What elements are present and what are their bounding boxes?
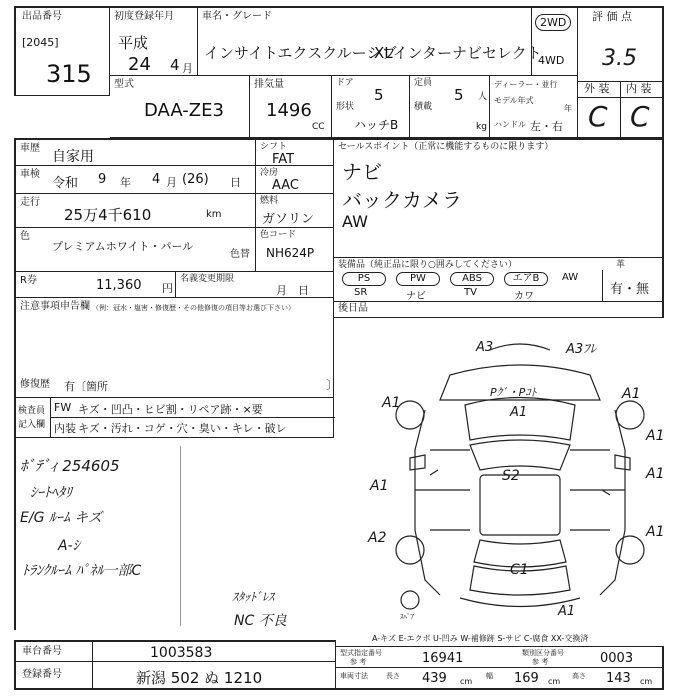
wheel-rl bbox=[396, 536, 424, 564]
after-fit-box bbox=[334, 302, 664, 318]
inspector-hline bbox=[50, 417, 335, 418]
equip-tv: TV bbox=[464, 287, 477, 298]
inspector-label: 検査員記入欄 bbox=[18, 406, 46, 430]
ac-label: 冷房 bbox=[260, 168, 279, 178]
chassis-label: 車台番号 bbox=[22, 646, 62, 657]
sales-point-3: AW bbox=[342, 212, 368, 231]
insp-day-unit: 日 bbox=[230, 176, 241, 189]
leather-value: 有・無 bbox=[610, 282, 650, 297]
doors-value: 5 bbox=[374, 86, 384, 104]
mirror-right bbox=[615, 455, 630, 470]
insp-year-unit: 年 bbox=[120, 176, 131, 189]
insp-year: 9 bbox=[98, 172, 107, 187]
drive-2wd: 2WD bbox=[535, 14, 571, 31]
fuel-box bbox=[256, 194, 334, 228]
tick-right bbox=[602, 490, 610, 495]
hw-line-6: ｽﾀｯﾄﾞﾚｽ bbox=[232, 590, 275, 604]
notes-label: 注意事項申告欄 bbox=[20, 301, 90, 312]
color-value: プレミアムホワイト・パール bbox=[52, 240, 194, 253]
mark-bumper-a1: A1 bbox=[510, 405, 528, 420]
ac-box bbox=[256, 166, 334, 194]
length-value: 439 bbox=[422, 671, 447, 686]
spare-label: ｽﾍﾟｱ bbox=[400, 613, 414, 621]
score-value: 3.5 bbox=[602, 46, 637, 71]
shift-value: FAT bbox=[272, 152, 295, 167]
grade-hline bbox=[578, 97, 662, 98]
first-reg-label: 初度登録年月 bbox=[114, 11, 174, 22]
score-label: 評 価 点 bbox=[592, 10, 632, 23]
sales-point-1: ナビ bbox=[342, 160, 382, 184]
lot-number: 315 bbox=[46, 60, 92, 88]
grade-divider bbox=[620, 82, 621, 137]
chassis-divider bbox=[92, 642, 93, 662]
drive-4wd: 4WD bbox=[538, 54, 565, 67]
ref2-label: 参 考 bbox=[532, 658, 549, 666]
ref1-label: 参 考 bbox=[350, 658, 367, 666]
inspector-box bbox=[14, 398, 334, 438]
hw-line-2: ｼｰﾄﾍﾀﾘ bbox=[30, 485, 72, 501]
history-value: 自家用 bbox=[52, 149, 94, 165]
name-change-label: 名義変更期限 bbox=[180, 274, 235, 284]
color-row bbox=[14, 228, 256, 272]
model-value: DAA-ZE3 bbox=[144, 100, 224, 121]
length-label: 長さ bbox=[386, 672, 400, 680]
name-grade-label: 車名・グレード bbox=[202, 11, 272, 22]
shift-box bbox=[256, 138, 334, 166]
mark-fl-a1: A1 bbox=[382, 395, 401, 411]
model-box bbox=[110, 76, 250, 138]
hw-line-4: A-ｼ bbox=[58, 538, 80, 554]
displacement-box bbox=[250, 76, 332, 138]
dealer-box bbox=[490, 76, 578, 138]
reg-number-row bbox=[14, 662, 336, 690]
color-code-label: 色コード bbox=[260, 230, 297, 240]
car-diagram bbox=[370, 330, 670, 630]
grade-box bbox=[578, 82, 664, 138]
equip-divider bbox=[602, 270, 603, 301]
lot-number-box bbox=[14, 6, 110, 96]
equip-pw: PW bbox=[396, 272, 440, 286]
mark-r2-a1: A1 bbox=[646, 466, 665, 482]
inspection-label: 車検 bbox=[20, 169, 40, 180]
handle-label: ハンドル bbox=[494, 120, 526, 129]
color-change-label: 色替 bbox=[230, 249, 250, 260]
seats-label: 定員 bbox=[414, 78, 433, 88]
height-unit: cm bbox=[640, 677, 653, 686]
reg-divider bbox=[92, 662, 93, 688]
width-label: 幅 bbox=[486, 672, 493, 680]
fuel-label: 燃料 bbox=[260, 196, 279, 206]
recycle-row bbox=[14, 272, 176, 298]
width-unit: cm bbox=[548, 677, 561, 686]
reg-month: 4 bbox=[170, 56, 180, 74]
class-label: 類別区分番号 bbox=[522, 649, 564, 657]
history-label: 車歴 bbox=[20, 143, 40, 154]
dealer-label: ディーラー・並行 bbox=[494, 80, 558, 89]
notes-vline bbox=[180, 446, 181, 626]
int-label: 内 装 bbox=[626, 82, 652, 95]
seats-value: 5 bbox=[454, 86, 464, 104]
recycle-label: R券 bbox=[20, 275, 37, 286]
sales-point-2: バックカメラ bbox=[342, 188, 462, 212]
height-label: 高さ bbox=[572, 672, 586, 680]
color-code-box bbox=[256, 228, 334, 272]
handle-value: 左・右 bbox=[530, 120, 563, 133]
equip-aw: AW bbox=[562, 272, 579, 283]
reg-month-unit: 月 bbox=[182, 62, 193, 75]
wheel-fr bbox=[616, 401, 644, 429]
reg-year: 24 bbox=[128, 54, 151, 75]
equip-navi: ナビ bbox=[406, 291, 426, 302]
repair-label: 修復歴 bbox=[20, 379, 50, 390]
ext-label: 外 装 bbox=[584, 82, 610, 95]
class-value: 0003 bbox=[600, 651, 634, 666]
ext-grade: C bbox=[588, 100, 608, 133]
int-grade: C bbox=[630, 100, 650, 133]
equipment-box bbox=[334, 258, 664, 302]
windshield bbox=[470, 440, 570, 470]
model-label: 型式 bbox=[114, 79, 134, 90]
lot-label: 出品番号 bbox=[22, 11, 62, 22]
left-side bbox=[415, 410, 440, 595]
first-registration-box bbox=[110, 6, 198, 76]
load-unit: kg bbox=[476, 122, 487, 132]
chassis-number: 1003583 bbox=[150, 645, 213, 661]
wheel-rr bbox=[616, 536, 644, 564]
disp-label: 排気量 bbox=[254, 79, 284, 90]
fw-label: FW bbox=[54, 401, 72, 414]
int-label-inspect: 内装 bbox=[54, 422, 76, 435]
insp-era: 令和 bbox=[52, 176, 79, 191]
mirror-left bbox=[410, 455, 425, 470]
repair-bracket: 〕 bbox=[326, 378, 339, 392]
spare-wheel bbox=[401, 591, 419, 609]
right-side bbox=[600, 410, 625, 595]
mark-roof-s2: S2 bbox=[502, 468, 520, 484]
shape-value: ハッチB bbox=[354, 118, 399, 132]
type-cert-value: 16941 bbox=[422, 651, 464, 666]
notes-sub: （例：冠水・塩害・修復歴・その他修復の項目等お選び下さい） bbox=[92, 304, 295, 312]
notes-box bbox=[14, 298, 339, 398]
car-grade: XLインターナビセレクト bbox=[374, 44, 542, 62]
insp-day: (26) bbox=[182, 172, 209, 187]
leather-label: 革 bbox=[616, 260, 626, 270]
history-row bbox=[14, 138, 256, 166]
ac-value: AAC bbox=[272, 178, 299, 193]
equipment-label: 装備品（純正品に限り○囲みしてください） bbox=[338, 260, 517, 270]
int-items: キズ・汚れ・コゲ・穴・臭い・キレ・破レ bbox=[78, 422, 287, 435]
mark-bumper-note: Pｸﾞ・Pｺﾄ bbox=[490, 386, 537, 399]
seats-box bbox=[410, 76, 490, 138]
width-value: 169 bbox=[514, 671, 539, 686]
reg-era: 平成 bbox=[118, 34, 149, 52]
fuel-value: ガソリン bbox=[262, 212, 315, 227]
equip-ps: PS bbox=[342, 272, 386, 286]
after-fit-label: 後日品 bbox=[338, 303, 368, 314]
damage-legend: A-キズ E-エクボ U-凹み W-補修跡 S-サビ C-腐食 XX-交換済 bbox=[372, 634, 589, 643]
inspection-row bbox=[14, 166, 256, 194]
seats-unit: 人 bbox=[478, 92, 488, 102]
mark-trunk-c1: C1 bbox=[510, 562, 529, 578]
reg-number: 新潟 502 ぬ 1210 bbox=[136, 669, 263, 687]
type-cert-label: 型式指定番号 bbox=[340, 649, 382, 657]
model-year-label: モデル年式 bbox=[494, 96, 534, 105]
mileage-unit: km bbox=[206, 209, 222, 220]
tick-left bbox=[430, 470, 438, 475]
mark-a3-front: A3 bbox=[476, 340, 494, 355]
mileage-value: 25万4千610 bbox=[64, 206, 152, 224]
recycle-value: 11,360 bbox=[96, 278, 142, 293]
equip-sr: SR bbox=[354, 287, 368, 298]
equip-leather: カワ bbox=[514, 291, 534, 302]
repair-value: 有〔箇所 bbox=[64, 380, 108, 393]
spec-footer bbox=[336, 646, 664, 690]
spec-hline bbox=[336, 667, 662, 668]
doors-box bbox=[332, 76, 410, 138]
mark-side-a1: A1 bbox=[370, 478, 389, 494]
load-label: 積載 bbox=[414, 102, 433, 112]
deadline-value: 月 日 bbox=[276, 284, 309, 297]
insp-month: 4 bbox=[152, 172, 161, 187]
car-name-box bbox=[198, 6, 542, 76]
front-bumper bbox=[490, 344, 550, 350]
mark-rear-r-a1: A1 bbox=[646, 524, 665, 540]
mileage-label: 走行 bbox=[20, 197, 40, 208]
fw-items: キズ・凹凸・ヒビ割・リペア跡・×要 bbox=[78, 403, 263, 416]
drive-box bbox=[532, 6, 578, 76]
chassis-row bbox=[14, 640, 336, 662]
mark-a3-fl: A3ﾌﾚ bbox=[566, 342, 597, 357]
mark-bottom-a1: A1 bbox=[558, 604, 576, 619]
mileage-row bbox=[14, 194, 256, 228]
hw-line-7: NC 不良 bbox=[234, 613, 287, 629]
car-name: インサイトエクスクルーシブ bbox=[204, 44, 397, 62]
doors-label: ドア bbox=[336, 78, 354, 88]
equip-airbag: エアB bbox=[504, 272, 548, 286]
disp-unit: CC bbox=[312, 122, 325, 132]
hw-line-5: ﾄﾗﾝｸﾙｰﾑ ﾊﾟﾈﾙ一部C bbox=[22, 563, 142, 579]
hw-line-3: E/G ﾙｰﾑ キズ bbox=[20, 510, 103, 526]
mark-r1-a1: A1 bbox=[646, 428, 665, 444]
recycle-unit: 円 bbox=[162, 282, 173, 295]
color-label: 色 bbox=[20, 231, 30, 242]
length-unit: cm bbox=[460, 677, 473, 686]
height-value: 143 bbox=[606, 671, 631, 686]
color-code-value: NH624P bbox=[266, 246, 315, 260]
shape-label: 形状 bbox=[336, 102, 355, 112]
lot-code: [2045] bbox=[22, 36, 59, 49]
sales-points-label: セールスポイント（正常に機能するものに限ります） bbox=[338, 142, 554, 152]
roof bbox=[480, 475, 560, 535]
name-change-box bbox=[176, 272, 334, 298]
insp-month-unit: 月 bbox=[166, 176, 177, 189]
reg-number-label: 登録番号 bbox=[22, 669, 62, 680]
score-box bbox=[578, 6, 664, 82]
year-unit: 年 bbox=[564, 104, 572, 113]
size-label: 車両寸法 bbox=[340, 672, 368, 680]
shift-label: シフト bbox=[260, 142, 288, 152]
disp-value: 1496 bbox=[266, 100, 312, 121]
mark-side-a2: A2 bbox=[368, 530, 387, 546]
mark-fr-a1: A1 bbox=[622, 386, 641, 402]
sales-points-box bbox=[334, 138, 664, 258]
equip-abs: ABS bbox=[450, 272, 494, 286]
hw-line-1: ﾎﾞﾃﾞｨ 254605 bbox=[20, 457, 120, 475]
